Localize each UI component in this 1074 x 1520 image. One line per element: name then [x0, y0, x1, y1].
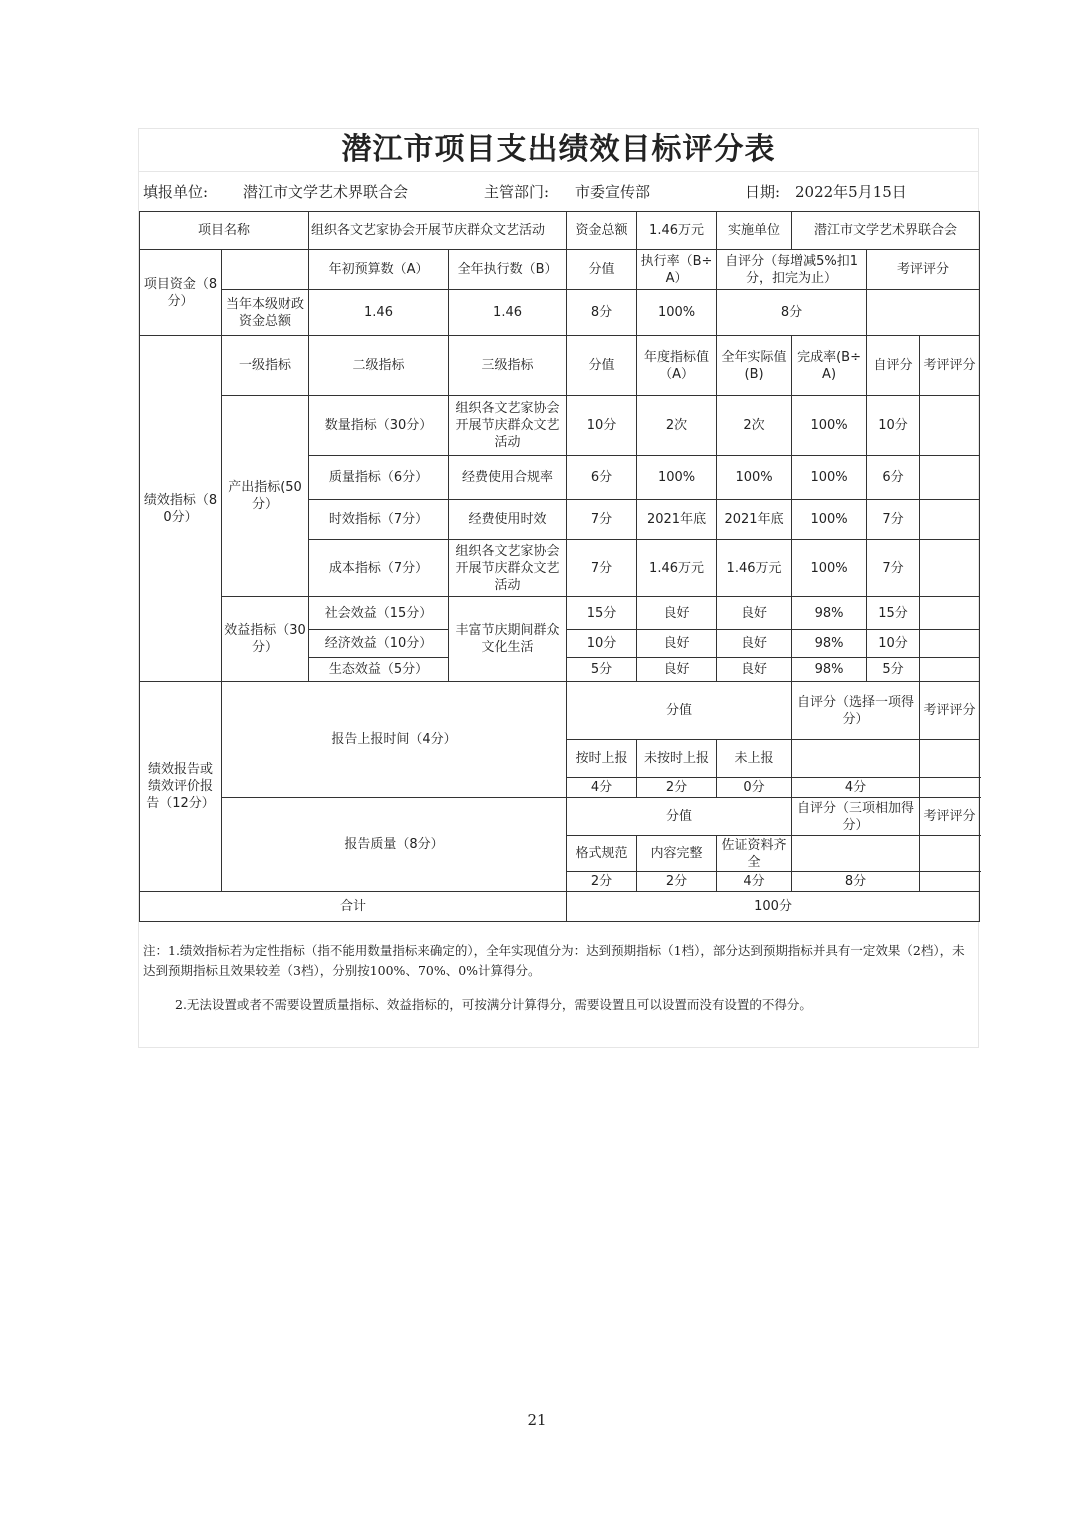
perf-header-l2: 二级指标 — [309, 336, 449, 396]
total-row — [140, 892, 980, 922]
report-time-review-value — [920, 778, 980, 798]
unit-label: 填报单位: — [143, 183, 209, 201]
page-number: 21 — [527, 1411, 547, 1429]
perf-review — [920, 658, 980, 682]
report-time-review-label: 考评评分 — [920, 682, 980, 740]
funds-score-header: 分值 — [567, 250, 637, 290]
perf-score: 10分 — [567, 396, 637, 456]
report-time-score-label: 分值 — [567, 682, 792, 740]
funds-self-value: 8分 — [717, 290, 867, 336]
perf-header-l1: 一级指标 — [222, 336, 309, 396]
perf-score: 6分 — [567, 456, 637, 500]
note-2: 2.无法设置或者不需要设置质量指标、效益指标的，可按满分计算得分，需要设置且可以设置而没有设置的不得分。 — [175, 997, 812, 1012]
perf-review — [920, 456, 980, 500]
perf-header-rate: 完成率(B÷A) — [792, 336, 867, 396]
perf-header-l3: 三级指标 — [449, 336, 567, 396]
perf-l2: 数量指标（30分） — [309, 396, 449, 456]
total-value: 100分 — [567, 892, 980, 922]
report-time-opt-none: 未上报 — [717, 740, 792, 778]
project-name-value: 组织各文艺家协会开展节庆群众文艺活动 — [309, 212, 567, 250]
report-time-score-late: 2分 — [637, 778, 717, 798]
impl-unit-label: 实施单位 — [717, 212, 792, 250]
funds-section-label: 项目资金（8分） — [140, 250, 222, 336]
perf-rate: 100% — [792, 540, 867, 597]
funds-row-label: 当年本级财政资金总额 — [222, 290, 309, 336]
perf-actual: 2次 — [717, 396, 792, 456]
fund-total-label: 资金总额 — [567, 212, 637, 250]
perf-header-score: 分值 — [567, 336, 637, 396]
perf-actual: 2021年底 — [717, 500, 792, 540]
report-time-review-blank — [920, 740, 980, 778]
report-quality-review-value — [920, 872, 980, 892]
perf-section-label: 绩效指标（80分） — [140, 336, 222, 682]
perf-review — [920, 597, 980, 630]
funds-review-header: 考评评分 — [867, 250, 980, 290]
report-time-score-none: 0分 — [717, 778, 792, 798]
report-quality-score-content: 2分 — [637, 872, 717, 892]
report-quality-score-label: 分值 — [567, 798, 792, 836]
report-quality-opt-format: 格式规范 — [567, 836, 637, 872]
report-quality-score-evidence: 4分 — [717, 872, 792, 892]
perf-self: 10分 — [867, 630, 920, 658]
report-quality-opt-evidence: 佐证资料齐全 — [717, 836, 792, 872]
date-label: 日期: — [745, 183, 781, 201]
funds-blank-cell — [222, 250, 309, 290]
perf-target: 100% — [637, 456, 717, 500]
perf-rate: 98% — [792, 658, 867, 682]
note-1: 注：1.绩效指标若为定性指标（指不能用数量指标来确定的），全年实现值分为：达到预期指标（1档），部分达到预期指标并具有一定效果（2档），未达到预期指标且效果较差（3档），分别按100%、70%、0%计算得分。 — [143, 943, 965, 978]
perf-l3: 组织各文艺家协会开展节庆群众文艺活动 — [449, 396, 567, 456]
perf-rate: 100% — [792, 396, 867, 456]
perf-rate: 100% — [792, 500, 867, 540]
perf-self: 7分 — [867, 500, 920, 540]
dept-label: 主管部门: — [484, 183, 550, 201]
funds-score-value: 8分 — [567, 290, 637, 336]
score-table — [139, 211, 980, 922]
exec-rate-header: 执行率（B÷A） — [637, 250, 717, 290]
perf-l2: 经济效益（10分） — [309, 630, 449, 658]
report-time-self-blank — [792, 740, 920, 778]
perf-score: 10分 — [567, 630, 637, 658]
funds-value-row — [140, 290, 980, 336]
benefit-l3: 丰富节庆期间群众文化生活 — [449, 597, 567, 682]
report-quality-opt-content: 内容完整 — [637, 836, 717, 872]
perf-target: 良好 — [637, 597, 717, 630]
perf-score: 7分 — [567, 500, 637, 540]
perf-score: 15分 — [567, 597, 637, 630]
report-time-opt-late: 未按时上报 — [637, 740, 717, 778]
perf-header-target: 年度指标值（A） — [637, 336, 717, 396]
perf-review — [920, 396, 980, 456]
impl-unit-value: 潜江市文学艺术界联合会 — [792, 212, 980, 250]
fund-total-value: 1.46万元 — [637, 212, 717, 250]
perf-target: 良好 — [637, 630, 717, 658]
report-time-header-row — [140, 682, 980, 740]
exec-rate-value: 100% — [637, 290, 717, 336]
report-time-opt-ontime: 按时上报 — [567, 740, 637, 778]
report-time-self-value: 4分 — [792, 778, 920, 798]
exec-header: 全年执行数（B） — [449, 250, 567, 290]
report-quality-self-value: 8分 — [792, 872, 920, 892]
dept-value: 市委宣传部 — [575, 183, 651, 201]
perf-self: 7分 — [867, 540, 920, 597]
perf-header-self: 自评分 — [867, 336, 920, 396]
date-value: 2022年5月15日 — [795, 183, 907, 201]
perf-self: 15分 — [867, 597, 920, 630]
report-section-label: 绩效报告或绩效评价报告（12分） — [140, 682, 222, 892]
report-quality-review-label: 考评评分 — [920, 798, 980, 836]
perf-l2: 生态效益（5分） — [309, 658, 449, 682]
project-row — [140, 212, 980, 250]
output-indicator-label: 产出指标(50分） — [222, 396, 309, 597]
perf-l3: 组织各文艺家协会开展节庆群众文艺活动 — [449, 540, 567, 597]
perf-l3: 经费使用合规率 — [449, 456, 567, 500]
report-quality-label: 报告质量（8分） — [222, 798, 567, 892]
report-time-label: 报告上报时间（4分） — [222, 682, 567, 798]
perf-score: 5分 — [567, 658, 637, 682]
funds-self-header: 自评分（每增减5%扣1分，扣完为止） — [717, 250, 867, 290]
perf-header-actual: 全年实际值(B) — [717, 336, 792, 396]
perf-rate: 100% — [792, 456, 867, 500]
perf-rate: 98% — [792, 630, 867, 658]
perf-header-review: 考评评分 — [920, 336, 980, 396]
score-sheet — [138, 128, 979, 1048]
perf-target: 良好 — [637, 658, 717, 682]
unit-value: 潜江市文学艺术界联合会 — [243, 183, 409, 201]
perf-l2: 质量指标（6分） — [309, 456, 449, 500]
perf-header-row — [140, 336, 980, 396]
report-quality-self-blank — [792, 836, 920, 872]
perf-review — [920, 500, 980, 540]
sheet-title: 潜江市项目支出绩效目标评分表 — [139, 129, 978, 172]
perf-row — [140, 396, 980, 456]
perf-actual: 良好 — [717, 597, 792, 630]
perf-actual: 100% — [717, 456, 792, 500]
exec-value: 1.46 — [449, 290, 567, 336]
perf-rate: 98% — [792, 597, 867, 630]
budget-value: 1.46 — [309, 290, 449, 336]
report-quality-header-row — [140, 798, 980, 836]
perf-self: 6分 — [867, 456, 920, 500]
notes — [143, 941, 975, 1029]
total-label: 合计 — [140, 892, 567, 922]
perf-target: 2021年底 — [637, 500, 717, 540]
budget-header: 年初预算数（A） — [309, 250, 449, 290]
perf-actual: 良好 — [717, 630, 792, 658]
funds-header-row — [140, 250, 980, 290]
perf-review — [920, 630, 980, 658]
perf-row — [140, 597, 980, 630]
perf-actual: 良好 — [717, 658, 792, 682]
perf-self: 10分 — [867, 396, 920, 456]
perf-l2: 时效指标（7分） — [309, 500, 449, 540]
report-quality-self-label: 自评分（三项相加得分） — [792, 798, 920, 836]
report-quality-score-format: 2分 — [567, 872, 637, 892]
perf-l2: 社会效益（15分） — [309, 597, 449, 630]
perf-score: 7分 — [567, 540, 637, 597]
report-time-score-ontime: 4分 — [567, 778, 637, 798]
perf-target: 2次 — [637, 396, 717, 456]
perf-self: 5分 — [867, 658, 920, 682]
perf-target: 1.46万元 — [637, 540, 717, 597]
perf-l3: 经费使用时效 — [449, 500, 567, 540]
benefit-indicator-label: 效益指标（30分） — [222, 597, 309, 682]
perf-l2: 成本指标（7分） — [309, 540, 449, 597]
perf-actual: 1.46万元 — [717, 540, 792, 597]
project-name-label: 项目名称 — [140, 212, 309, 250]
perf-review — [920, 540, 980, 597]
funds-review-value — [867, 290, 980, 336]
report-quality-review-blank — [920, 836, 980, 872]
report-time-self-label: 自评分（选择一项得分） — [792, 682, 920, 740]
